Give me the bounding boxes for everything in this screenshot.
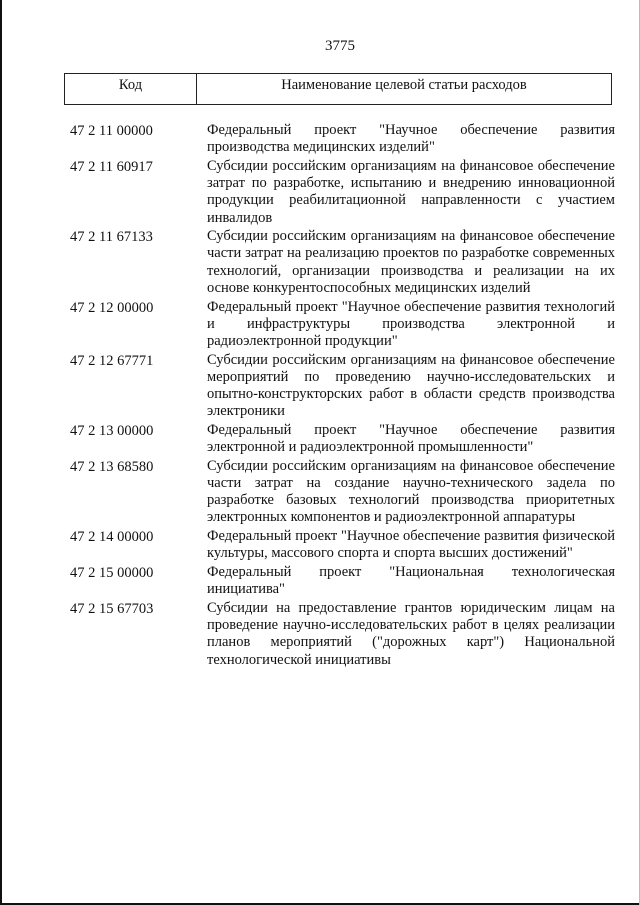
budget-items-list <box>70 122 615 669</box>
row-code: 47 2 13 00000 <box>70 422 154 439</box>
row-name: Субсидии российским организациям на финансовое обеспечение части затрат на реализацию проектов по разработке современных технологий, организации производства и реализации на их основе конкурентоспособных медицинских изделий <box>207 228 615 296</box>
column-header-name: Наименование целевой статьи расходов <box>281 77 527 93</box>
row-name: Субсидии российским организациям на финансовое обеспечение затрат по разработке, испытанию и внедрению инновационной продукции реабилитационной направленности с участием инвалидов <box>207 157 615 226</box>
row-code: 47 2 15 00000 <box>70 565 154 582</box>
row-code: 47 2 12 67771 <box>70 352 154 369</box>
table-row <box>70 228 615 297</box>
row-name: Субсидии российским организациям на финансовое обеспечение части затрат на создание научно-технического задела по разработке базовых технологий производства приоритетных электронных компонентов и радиоэлектронной аппаратуры <box>207 457 615 526</box>
table-row <box>70 600 615 669</box>
row-name: Федеральный проект "Научное обеспечение развития электронной и радиоэлектронной промышленности" <box>207 421 615 456</box>
table-row <box>70 458 615 527</box>
row-code: 47 2 13 68580 <box>70 458 154 475</box>
row-code: 47 2 11 00000 <box>70 123 153 139</box>
table-row <box>70 299 615 351</box>
table-row <box>70 158 615 227</box>
table-row <box>70 122 615 156</box>
column-header-code: Код <box>65 74 197 104</box>
row-code: 47 2 14 00000 <box>70 529 154 546</box>
row-code: 47 2 11 67133 <box>70 229 153 246</box>
row-name: Федеральный проект "Научное обеспечение развития производства медицинских изделий" <box>207 122 615 156</box>
row-code: 47 2 12 00000 <box>70 299 154 316</box>
row-code: 47 2 15 67703 <box>70 600 154 617</box>
table-row <box>70 352 615 421</box>
table-header <box>64 73 612 105</box>
row-code: 47 2 11 60917 <box>70 158 153 175</box>
row-name: Субсидии российским организациям на финансовое обеспечение мероприятий по проведению научно-исследовательских и опытно-конструкторских работ в области средств производства электроники <box>207 351 615 420</box>
table-row <box>70 422 615 456</box>
table-row <box>70 528 615 562</box>
row-name: Федеральный проект "Научное обеспечение развития физической культуры, массового спорта и спорта высших достижений" <box>207 528 615 562</box>
table-row <box>70 564 615 598</box>
page-number: 3775 <box>325 38 355 54</box>
row-name: Субсидии на предоставление грантов юридическим лицам на проведение научно-исследовательских работ в целях реализации планов мероприятий ("дорожных карт") Национальной технологической инициативы <box>207 599 615 668</box>
row-name: Федеральный проект "Национальная технологическая инициатива" <box>207 564 615 598</box>
row-name: Федеральный проект "Научное обеспечение развития технологий и инфраструктуры производства электронной и радиоэлектронной продукции" <box>207 298 615 349</box>
scan-edge-left <box>0 0 2 905</box>
